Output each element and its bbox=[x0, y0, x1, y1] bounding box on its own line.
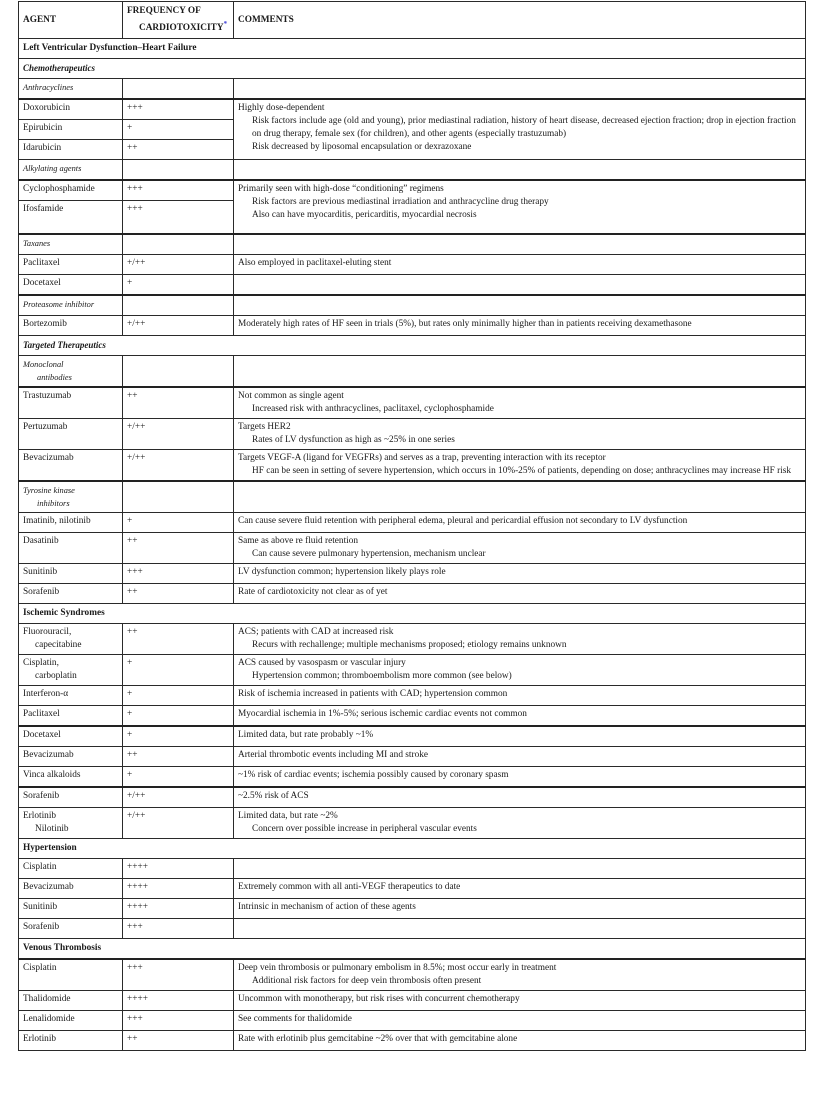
table-row bbox=[19, 879, 806, 899]
agent-cell: Vinca alkaloids bbox=[19, 767, 123, 788]
comment-cell: Arterial thrombotic events including MI and stroke bbox=[234, 747, 806, 767]
comment-line: Highly dose-dependent bbox=[238, 103, 325, 113]
frequency-cell: + bbox=[123, 513, 234, 533]
agent-cell: Bevacizumab bbox=[19, 747, 123, 767]
agent-cell: Trastuzumab bbox=[19, 387, 123, 419]
comment-cell: Also employed in paclitaxel-eluting stent bbox=[234, 255, 806, 275]
table-row bbox=[19, 533, 806, 564]
section-title: Left Ventricular Dysfunction–Heart Failure bbox=[19, 39, 806, 59]
frequency-cell: + bbox=[123, 655, 234, 686]
subsection-row bbox=[19, 336, 806, 356]
comment-line: Also can have myocarditis, pericarditis, myocardial necrosis bbox=[252, 210, 477, 220]
group-row bbox=[19, 481, 806, 513]
agent-cell: Bevacizumab bbox=[19, 450, 123, 482]
footnote-marker: * bbox=[223, 19, 228, 28]
table-row bbox=[19, 564, 806, 584]
header-frequency bbox=[123, 2, 234, 39]
table-row bbox=[19, 1011, 806, 1031]
frequency-cell: +++ bbox=[123, 1011, 234, 1031]
section-row bbox=[19, 939, 806, 960]
group-row bbox=[19, 160, 806, 181]
frequency-cell: +/++ bbox=[123, 255, 234, 275]
table-row bbox=[19, 899, 806, 919]
section-title: Venous Thrombosis bbox=[19, 939, 806, 960]
header-agent: AGENT bbox=[19, 2, 123, 39]
agent-cell: Paclitaxel bbox=[19, 706, 123, 727]
table-row bbox=[19, 275, 806, 296]
comment-cell: Intrinsic in mechanism of action of these agents bbox=[234, 899, 806, 919]
frequency-cell: + bbox=[123, 686, 234, 706]
frequency-cell: +++ bbox=[123, 201, 234, 235]
header-comments: COMMENTS bbox=[234, 2, 806, 39]
section-title: Ischemic Syndromes bbox=[19, 604, 806, 624]
table-row bbox=[19, 859, 806, 879]
group-label: Monoclonal antibodies bbox=[19, 356, 123, 388]
comment-cell: ACS; patients with CAD at increased risk Recurs with rechallenge; multiple mechanisms proposed; etiology remains unknown bbox=[234, 624, 806, 655]
comment-cell: Not common as single agent Increased risk with anthracyclines, paclitaxel, cyclophosphamide bbox=[234, 387, 806, 419]
agent-cell: Cisplatin bbox=[19, 959, 123, 991]
frequency-cell: +/++ bbox=[123, 808, 234, 839]
comment-cell: Myocardial ischemia in 1%-5%; serious ischemic cardiac events not common bbox=[234, 706, 806, 727]
frequency-cell: +++ bbox=[123, 959, 234, 991]
comment-cell: Rate with erlotinib plus gemcitabine ~2% over that with gemcitabine alone bbox=[234, 1031, 806, 1051]
frequency-cell: +++ bbox=[123, 99, 234, 120]
agent-cell: Cisplatin bbox=[19, 859, 123, 879]
comment-line: Risk decreased by liposomal encapsulation or dexrazoxane bbox=[252, 142, 472, 152]
table-row bbox=[19, 584, 806, 604]
comment-cell: ~2.5% risk of ACS bbox=[234, 787, 806, 808]
table-row bbox=[19, 706, 806, 727]
subsection-title: Targeted Therapeutics bbox=[19, 336, 806, 356]
table-row bbox=[19, 767, 806, 788]
frequency-cell: ++++ bbox=[123, 859, 234, 879]
table-row bbox=[19, 787, 806, 808]
frequency-cell: + bbox=[123, 767, 234, 788]
table-row bbox=[19, 624, 806, 655]
table-row bbox=[19, 255, 806, 275]
frequency-cell: ++++ bbox=[123, 991, 234, 1011]
comment-line: Risk factors are previous mediastinal irradiation and anthracycline drug therapy bbox=[252, 197, 549, 207]
agent-cell: Sorafenib bbox=[19, 919, 123, 939]
frequency-cell: ++++ bbox=[123, 899, 234, 919]
table-row bbox=[19, 747, 806, 767]
cardiotoxicity-table bbox=[18, 1, 806, 1051]
group-label: Proteasome inhibitor bbox=[19, 295, 123, 316]
table-header-row bbox=[19, 2, 806, 39]
table-row bbox=[19, 387, 806, 419]
comment-cell: Targets HER2 Rates of LV dysfunction as high as ~25% in one series bbox=[234, 419, 806, 450]
agent-cell: Dasatinib bbox=[19, 533, 123, 564]
section-row bbox=[19, 39, 806, 59]
agent-cell: Lenalidomide bbox=[19, 1011, 123, 1031]
agent-cell: Bevacizumab bbox=[19, 879, 123, 899]
frequency-cell: ++ bbox=[123, 387, 234, 419]
header-frequency-line1: FREQUENCY OF bbox=[127, 5, 201, 16]
agent-cell: Ifosfamide bbox=[19, 201, 123, 235]
agent-cell: Doxorubicin bbox=[19, 99, 123, 120]
table-row bbox=[19, 180, 806, 201]
table-row bbox=[19, 686, 806, 706]
subsection-row bbox=[19, 59, 806, 79]
frequency-cell: + bbox=[123, 275, 234, 296]
agent-cell: Docetaxel bbox=[19, 726, 123, 747]
table-row bbox=[19, 99, 806, 120]
agent-cell: Cisplatin, carboplatin bbox=[19, 655, 123, 686]
group-label: Anthracyclines bbox=[19, 79, 123, 100]
group-label: Taxanes bbox=[19, 234, 123, 255]
agent-cell: Sorafenib bbox=[19, 787, 123, 808]
section-row bbox=[19, 604, 806, 624]
table-row bbox=[19, 808, 806, 839]
frequency-cell: ++ bbox=[123, 747, 234, 767]
comment-cell: Can cause severe fluid retention with peripheral edema, pleural and pericardial effusion not secondary to LV dysfunction bbox=[234, 513, 806, 533]
table-row bbox=[19, 726, 806, 747]
table-row bbox=[19, 450, 806, 482]
table-row bbox=[19, 919, 806, 939]
agent-cell: Epirubicin bbox=[19, 120, 123, 140]
table-row bbox=[19, 513, 806, 533]
table-row bbox=[19, 991, 806, 1011]
comment-cell: ACS caused by vasospasm or vascular injury Hypertension common; thromboembolism more common (see below) bbox=[234, 655, 806, 686]
frequency-cell: +/++ bbox=[123, 419, 234, 450]
frequency-cell: +++ bbox=[123, 919, 234, 939]
frequency-cell: ++ bbox=[123, 624, 234, 655]
comment-cell bbox=[234, 99, 806, 160]
frequency-cell: ++ bbox=[123, 533, 234, 564]
comment-cell: Targets VEGF-A (ligand for VEGFRs) and serves as a trap, preventing interaction with its receptor HF can be seen in setting of severe hypertension, which occurs in 10%-25% of patients, depending on dose; anthracyclines may increase HF risk bbox=[234, 450, 806, 482]
agent-cell: Docetaxel bbox=[19, 275, 123, 296]
header-frequency-line2: CARDIOTOXICITY bbox=[139, 23, 224, 34]
comment-cell: Deep vein thrombosis or pulmonary embolism in 8.5%; most occur early in treatment Additional risk factors for deep vein thrombosis often present bbox=[234, 959, 806, 991]
subsection-title: Chemotherapeutics bbox=[19, 59, 806, 79]
group-label: Tyrosine kinase inhibitors bbox=[19, 481, 123, 513]
agent-cell: Imatinib, nilotinib bbox=[19, 513, 123, 533]
agent-cell: Paclitaxel bbox=[19, 255, 123, 275]
group-row bbox=[19, 79, 806, 100]
agent-cell: Interferon-α bbox=[19, 686, 123, 706]
comment-cell: Extremely common with all anti-VEGF therapeutics to date bbox=[234, 879, 806, 899]
frequency-cell: +/++ bbox=[123, 450, 234, 482]
group-row bbox=[19, 234, 806, 255]
comment-cell: Moderately high rates of HF seen in trials (5%), but rates only minimally higher than in patients receiving dexamethasone bbox=[234, 316, 806, 336]
table-row bbox=[19, 419, 806, 450]
frequency-cell: +++ bbox=[123, 180, 234, 201]
agent-cell: Sunitinib bbox=[19, 899, 123, 919]
comment-cell: Uncommon with monotherapy, but risk rises with concurrent chemotherapy bbox=[234, 991, 806, 1011]
frequency-cell: + bbox=[123, 120, 234, 140]
agent-cell: Sorafenib bbox=[19, 584, 123, 604]
table-row bbox=[19, 1031, 806, 1051]
comment-cell: See comments for thalidomide bbox=[234, 1011, 806, 1031]
section-title: Hypertension bbox=[19, 839, 806, 859]
comment-line: Primarily seen with high-dose “conditioning” regimens bbox=[238, 184, 444, 194]
frequency-cell: +/++ bbox=[123, 787, 234, 808]
agent-cell: Erlotinib Nilotinib bbox=[19, 808, 123, 839]
agent-cell: Sunitinib bbox=[19, 564, 123, 584]
frequency-cell: + bbox=[123, 706, 234, 727]
group-row bbox=[19, 295, 806, 316]
frequency-cell: +++ bbox=[123, 564, 234, 584]
section-row bbox=[19, 839, 806, 859]
agent-cell: Thalidomide bbox=[19, 991, 123, 1011]
agent-cell: Cyclophosphamide bbox=[19, 180, 123, 201]
comment-cell: ~1% risk of cardiac events; ischemia possibly caused by coronary spasm bbox=[234, 767, 806, 788]
table-row bbox=[19, 316, 806, 336]
frequency-cell: ++++ bbox=[123, 879, 234, 899]
frequency-cell: ++ bbox=[123, 1031, 234, 1051]
frequency-cell: ++ bbox=[123, 140, 234, 160]
group-label: Alkylating agents bbox=[19, 160, 123, 181]
comment-cell bbox=[234, 180, 806, 234]
agent-cell: Bortezomib bbox=[19, 316, 123, 336]
table-row bbox=[19, 655, 806, 686]
agent-cell: Pertuzumab bbox=[19, 419, 123, 450]
comment-cell: Limited data, but rate ~2% Concern over possible increase in peripheral vascular events bbox=[234, 808, 806, 839]
comment-cell: Limited data, but rate probably ~1% bbox=[234, 726, 806, 747]
comment-line: Risk factors include age (old and young), prior mediastinal radiation, history of heart disease, decreased ejection fraction; drop in ejection fraction on drug therapy, female sex (for children), and other agents (especially trastuzumab) bbox=[252, 116, 796, 139]
agent-cell: Idarubicin bbox=[19, 140, 123, 160]
agent-cell: Fluorouracil, capecitabine bbox=[19, 624, 123, 655]
comment-cell: Rate of cardiotoxicity not clear as of yet bbox=[234, 584, 806, 604]
frequency-cell: + bbox=[123, 726, 234, 747]
agent-cell: Erlotinib bbox=[19, 1031, 123, 1051]
table-row bbox=[19, 959, 806, 991]
frequency-cell: +/++ bbox=[123, 316, 234, 336]
frequency-cell: ++ bbox=[123, 584, 234, 604]
group-row bbox=[19, 356, 806, 388]
comment-cell: LV dysfunction common; hypertension likely plays role bbox=[234, 564, 806, 584]
comment-cell: Risk of ischemia increased in patients with CAD; hypertension common bbox=[234, 686, 806, 706]
comment-cell: Same as above re fluid retention Can cause severe pulmonary hypertension, mechanism unclear bbox=[234, 533, 806, 564]
